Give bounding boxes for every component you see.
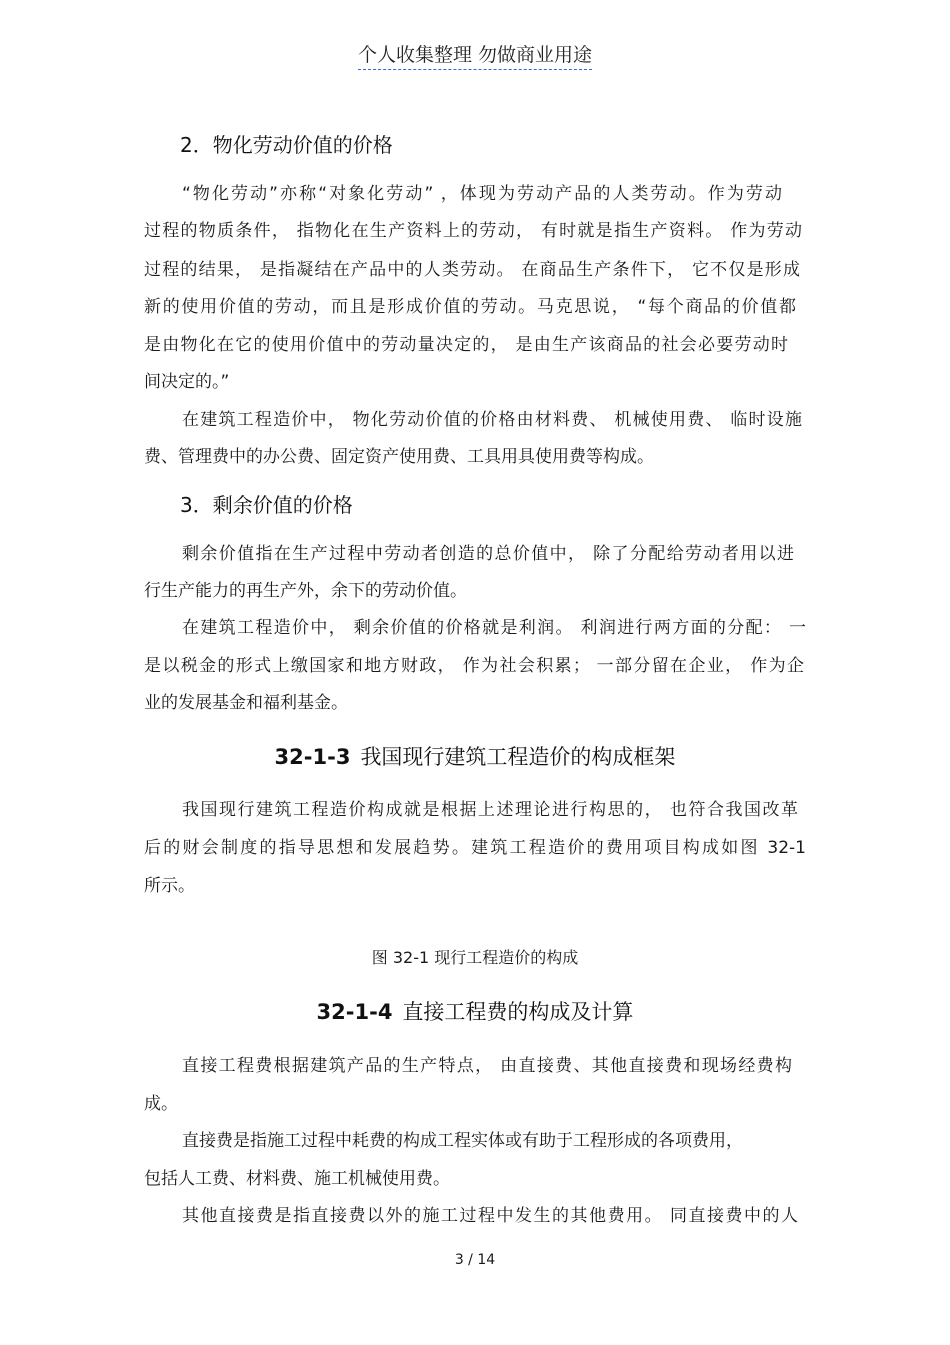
- paragraph-line: 过程的结果， 是指凝结在产品中的人类劳动。 在商品生产条件下， 它不仅是形成: [144, 260, 800, 280]
- paragraph-line: 直接费是指施工过程中耗费的构成工程实体或有助于工程形成的各项费用，: [182, 1131, 743, 1151]
- paragraph-line: 直接工程费根据建筑产品的生产特点， 由直接费、其他直接费和现场经费构: [182, 1056, 792, 1076]
- paragraph-line: 我国现行建筑工程造价构成就是根据上述理论进行构思的， 也符合我国改革: [182, 800, 798, 820]
- page-number: 3 / 14: [454, 1252, 496, 1268]
- figure-caption: 图 32-1 现行工程造价的构成: [371, 948, 579, 967]
- paragraph-line: 后的财会制度的指导思想和发展趋势。建筑工程造价的费用项目构成如图 32-1: [144, 838, 806, 858]
- paragraph-line: 在建筑工程造价中， 物化劳动价值的价格由材料费、 机械使用费、 临时设施: [182, 410, 802, 430]
- header-text: 个人收集整理 勿做商业用途: [358, 44, 592, 70]
- section-3-title: 3．剩余价值的价格: [180, 493, 353, 517]
- paragraph-line: 是由物化在它的使用价值中的劳动量决定的， 是由生产该商品的社会必要劳动时: [144, 335, 788, 355]
- paragraph-line: 所示。: [144, 876, 195, 896]
- paragraph-line: 其他直接费是指直接费以外的施工过程中发生的其他费用。 同直接费中的人: [182, 1206, 798, 1226]
- paragraph-line: 成。: [144, 1094, 178, 1114]
- page-header: [0, 40, 950, 67]
- section-32-1-3-heading: [0, 741, 950, 771]
- section-number: 32-1-4: [316, 1000, 393, 1024]
- section-number: 32-1-3: [274, 745, 351, 769]
- section-title: 直接工程费的构成及计算: [402, 1000, 634, 1024]
- paragraph-line: 间决定的。”: [144, 372, 230, 392]
- paragraph-line: 行生产能力的再生产外，余下的劳动价值。: [144, 581, 467, 601]
- paragraph-line: 费、管理费中的办公费、固定资产使用费、工具用具使用费等构成。: [144, 447, 654, 467]
- paragraph-line: 是以税金的形式上缴国家和地方财政， 作为社会积累； 一部分留在企业， 作为企: [144, 656, 804, 676]
- paragraph-line: 在建筑工程造价中， 剩余价值的价格就是利润。 利润进行两方面的分配： 一: [182, 618, 806, 638]
- section-32-1-4-heading: [0, 996, 950, 1026]
- paragraph-line: 业的发展基金和福利基金。: [144, 693, 348, 713]
- section-2-title: 2．物化劳动价值的价格: [180, 133, 393, 157]
- paragraph-line: 包括人工费、材料费、施工机械使用费。: [144, 1169, 450, 1189]
- paragraph-line: 过程的物质条件， 指物化在生产资料上的劳动， 有时就是指生产资料。 作为劳动: [144, 221, 802, 241]
- paragraph-line: “物化劳动”亦称“对象化劳动” ，体现为劳动产品的人类劳动。作为劳动: [182, 184, 782, 204]
- paragraph-line: 剩余价值指在生产过程中劳动者创造的总价值中， 除了分配给劳动者用以进: [182, 544, 794, 564]
- paragraph-line: 新的使用价值的劳动，而且是形成价值的劳动。马克思说， “每个商品的价值都: [144, 297, 796, 317]
- section-title: 我国现行建筑工程造价的构成框架: [360, 745, 676, 769]
